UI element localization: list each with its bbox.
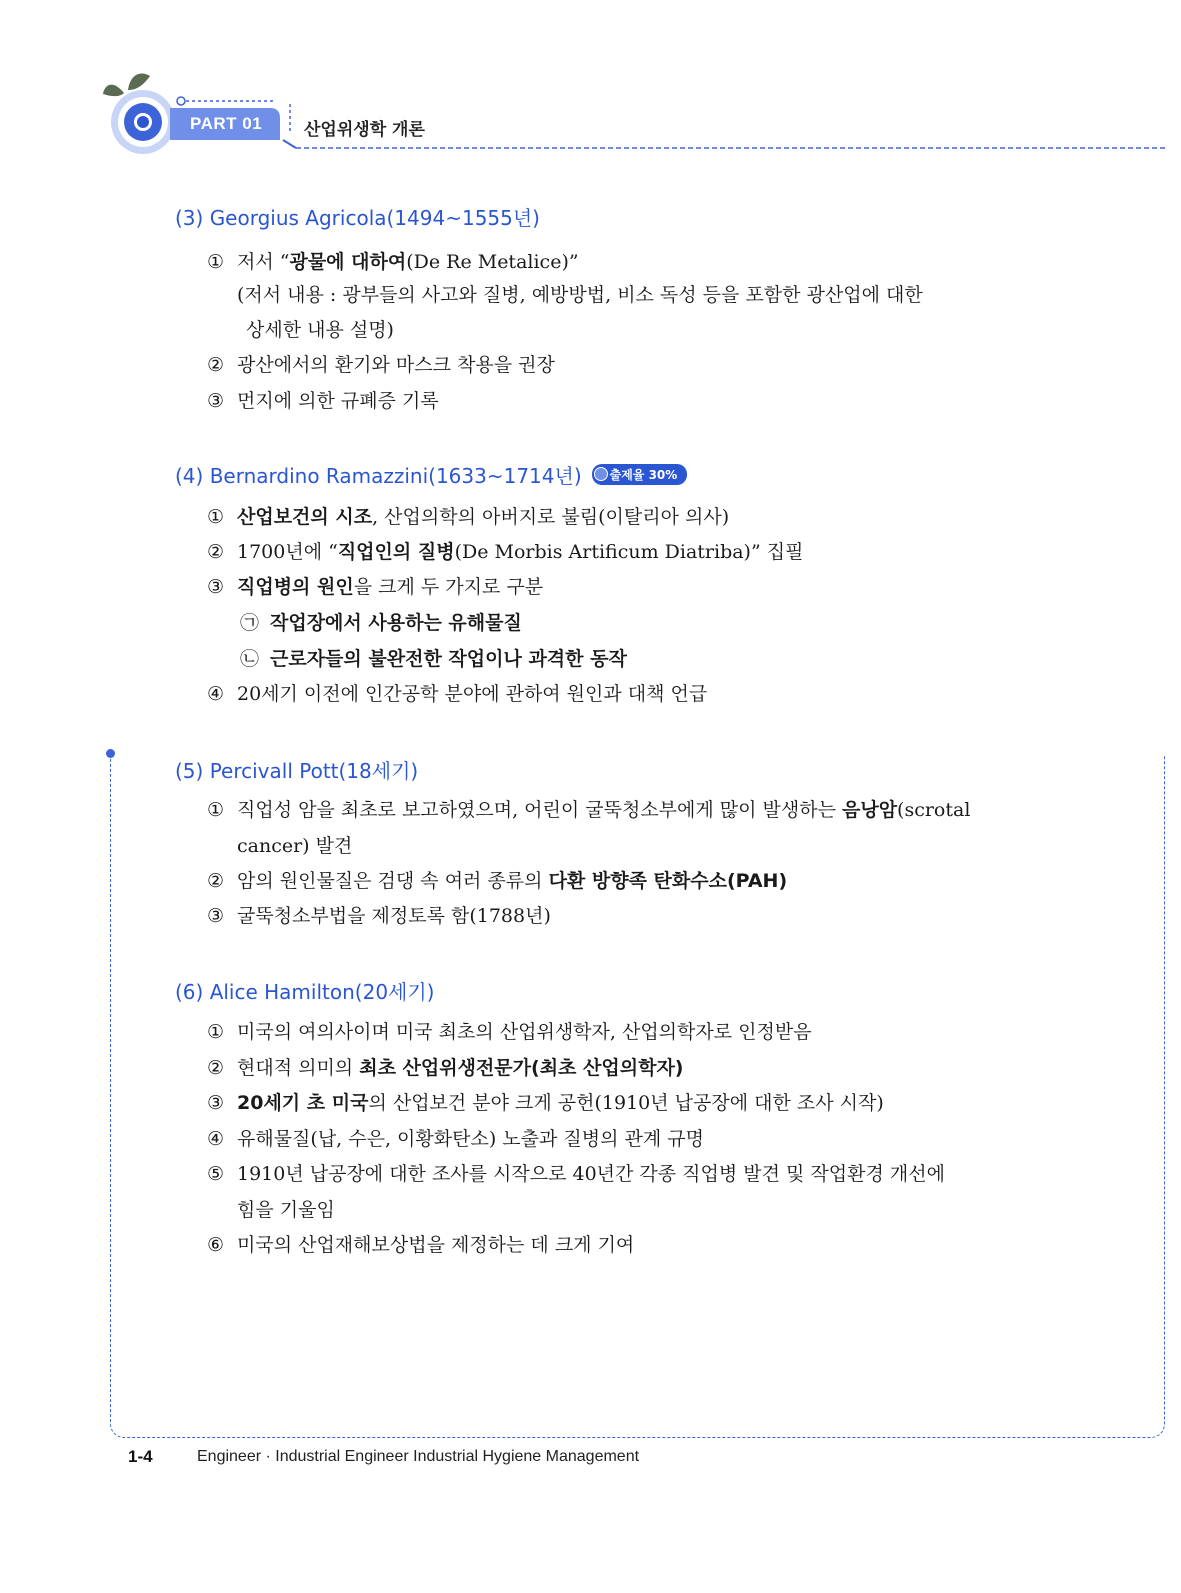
section-title: (3) Georgius Agricola(1494~1555년) bbox=[175, 206, 540, 230]
footer-book-name: Engineer · Industrial Engineer Industrial Hygiene Management bbox=[197, 1448, 640, 1465]
page-header bbox=[0, 0, 1181, 170]
book-title: 산업위생학 개론 bbox=[304, 120, 425, 140]
list-item: ② 암의 원인물질은 검댕 속 여러 종류의 다환 방향족 탄화수소(PAH) bbox=[207, 870, 788, 892]
list-item: ② 현대적 의미의 최초 산업위생전문가(최초 산업의학자) bbox=[207, 1057, 684, 1079]
list-item: ② 1700년에 “직업인의 질병(De Morbis Artificum Diatriba)” 집필 bbox=[207, 541, 804, 563]
leaf-left-icon bbox=[103, 85, 124, 97]
list-item: ① 산업보건의 시조, 산업의학의 아버지로 불림(이탈리아 의사) bbox=[207, 506, 730, 528]
list-item-continuation: 힘을 기울임 bbox=[237, 1199, 335, 1221]
list-item: ③ 굴뚝청소부법을 제정토록 함(1788년) bbox=[207, 905, 551, 927]
list-item: ② 광산에서의 환기와 마스크 착용을 권장 bbox=[207, 354, 555, 376]
list-item: ④ 20세기 이전에 인간공학 분야에 관하여 원인과 대책 언급 bbox=[207, 683, 708, 705]
header-graphic bbox=[0, 0, 1181, 170]
section-title: (6) Alice Hamilton(20세기) bbox=[175, 980, 435, 1004]
section-title: (4) Bernardino Ramazzini(1633~1714년) 출제율 30% bbox=[175, 460, 687, 489]
list-item-continuation: 상세한 내용 설명) bbox=[246, 319, 394, 341]
leaf-right-icon bbox=[128, 74, 150, 90]
list-item: ④ 유해물질(납, 수은, 이황화탄소) 노출과 질병의 관계 규명 bbox=[207, 1128, 704, 1150]
list-item-continuation: (저서 내용 : 광부들의 사고와 질병, 예방방법, 비소 독성 등을 포함한 광산업에 대한 bbox=[237, 284, 923, 306]
exam-rate-badge: 출제율 30% bbox=[592, 464, 688, 485]
section-title: (5) Percivall Pott(18세기) bbox=[175, 759, 419, 783]
list-item: ③ 20세기 초 미국의 산업보건 분야 크게 공헌(1910년 납공장에 대한 조사 시작) bbox=[207, 1092, 884, 1114]
page-number: 1-4 bbox=[128, 1447, 153, 1466]
list-item: ① 저서 “광물에 대하여(De Re Metalice)” bbox=[207, 251, 579, 273]
sub-list-item: ㉠ 작업장에서 사용하는 유해물질 bbox=[240, 612, 522, 634]
list-item-continuation: cancer) 발견 bbox=[237, 835, 353, 857]
list-item: ⑥ 미국의 산업재해보상법을 제정하는 데 크게 기여 bbox=[207, 1234, 635, 1256]
list-item: ⑤ 1910년 납공장에 대한 조사를 시작으로 40년간 각종 직업병 발견 및 작업환경 개선에 bbox=[207, 1163, 945, 1185]
sub-list-item: ㉡ 근로자들의 불완전한 작업이나 과격한 동작 bbox=[240, 648, 627, 670]
part-label: PART 01 bbox=[190, 114, 263, 133]
list-item: ③ 직업병의 원인을 크게 두 가지로 구분 bbox=[207, 576, 544, 598]
list-item: ① 미국의 여의사이며 미국 최초의 산업위생학자, 산업의학자로 인정받음 bbox=[207, 1021, 812, 1043]
list-item: ① 직업성 암을 최초로 보고하였으며, 어린이 굴뚝청소부에게 많이 발생하는 음낭암(scrotal bbox=[207, 799, 971, 821]
list-item: ③ 먼지에 의한 규폐증 기록 bbox=[207, 390, 439, 412]
